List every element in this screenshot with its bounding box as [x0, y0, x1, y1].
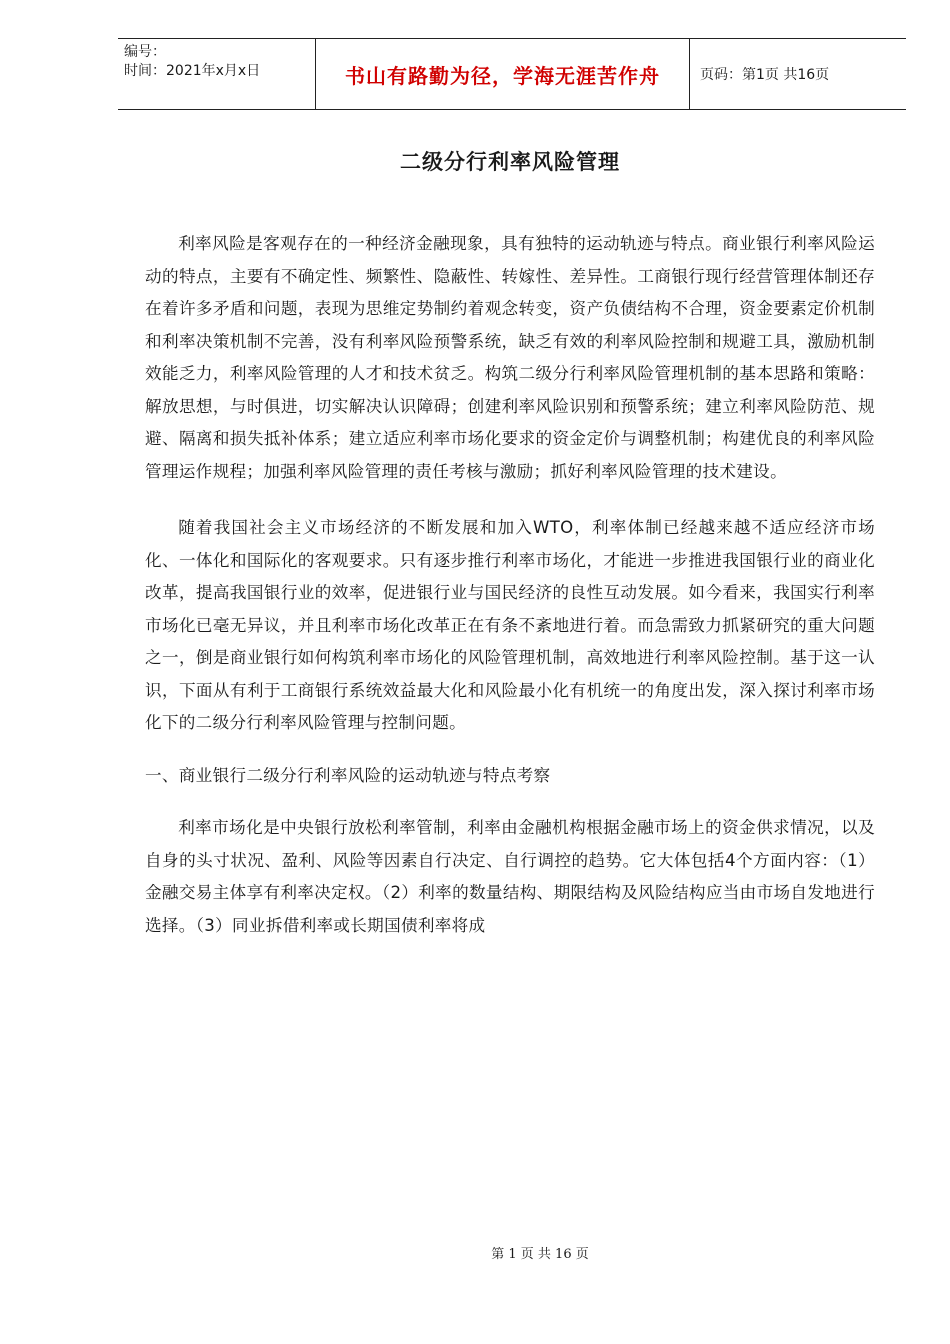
- header-motto: 书山有路勤为径，学海无涯苦作舟: [316, 39, 690, 109]
- paragraph-section-1: 利率市场化是中央银行放松利率管制，利率由金融机构根据金融市场上的资金供求情况，以及自身的头寸状况、盈利、风险等因素自行决定、自行调控的趋势。它大体包括4个方面内容：（1）金融交易主体享有利率决定权。（2）利率的数量结构、期限结构及风险结构应当由市场自发地进行选择。（3）同业拆借利率或长期国债利率将成: [145, 818, 875, 935]
- section-heading: 一、商业银行二级分行利率风险的运动轨迹与特点考察: [145, 765, 551, 785]
- document-title: 二级分行利率风险管理: [400, 150, 620, 174]
- paragraph-intro: 随着我国社会主义市场经济的不断发展和加入WTO，利率体制已经越来越不适应经济市场化、一体化和国际化的客观要求。只有逐步推行利率市场化，才能进一步推进我国银行业的商业化改革，提高我国银行业的效率，促进银行业与国民经济的良性互动发展。如今看来，我国实行利率市场化已毫无异议，并且利率市场化改革正在有条不紊地进行着。而急需致力抓紧研究的重大问题之一，倒是商业银行如何构筑利率市场化的风险管理机制，高效地进行利率风险控制。基于这一认识，下面从有利于工商银行系统效益最大化和风险最小化有机统一的角度出发，深入探讨利率市场化下的二级分行利率风险管理与控制问题。: [145, 518, 875, 732]
- page-footer: 第 1 页 共 16 页: [491, 1247, 589, 1262]
- document-body: [145, 228, 875, 942]
- page-header: [118, 38, 906, 110]
- time-label: 时间：2021年x月x日: [124, 63, 261, 79]
- header-meta: [118, 39, 316, 109]
- number-label: 编号：: [124, 44, 166, 60]
- header-page-number: 页码：第1页 共16页: [700, 67, 830, 83]
- paragraph-abstract: 利率风险是客观存在的一种经济金融现象，具有独特的运动轨迹与特点。商业银行利率风险运动的特点，主要有不确定性、频繁性、隐蔽性、转嫁性、差异性。工商银行现行经营管理体制还存在着许多矛盾和问题，表现为思维定势制约着观念转变，资产负债结构不合理，资金要素定价机制和利率决策机制不完善，没有利率风险预警系统，缺乏有效的利率风险控制和规避工具，激励机制效能乏力，利率风险管理的人才和技术贫乏。构筑二级分行利率风险管理机制的基本思路和策略：解放思想，与时俱进，切实解决认识障碍；创建利率风险识别和预警系统；建立利率风险防范、规避、隔离和损失抵补体系；建立适应利率市场化要求的资金定价与调整机制；构建优良的利率风险管理运作规程；加强利率风险管理的责任考核与激励；抓好利率风险管理的技术建设。: [145, 234, 875, 481]
